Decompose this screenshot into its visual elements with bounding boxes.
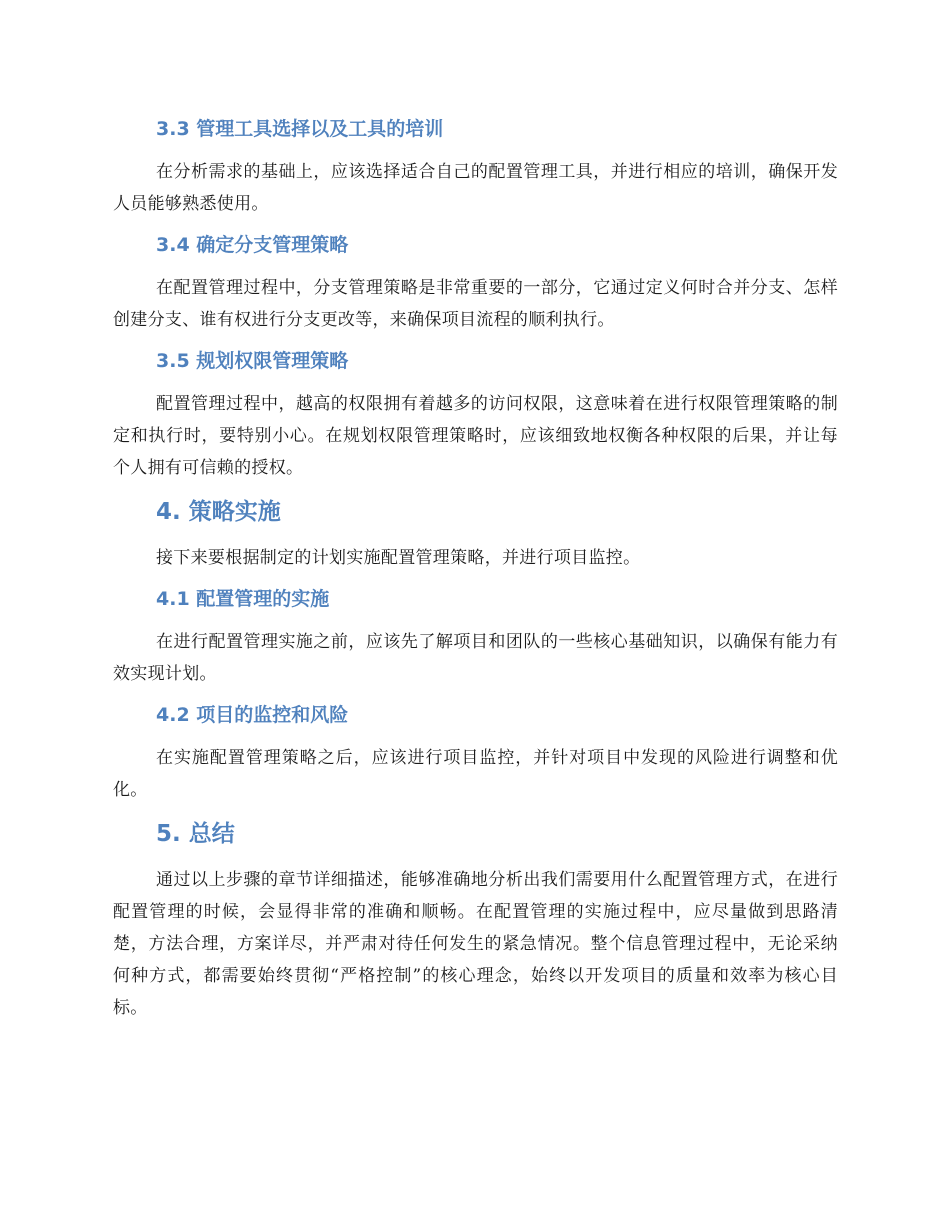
heading-3-3: 3.3 管理工具选择以及工具的培训: [156, 118, 444, 140]
paragraph-4-1: 在进行配置管理实施之前，应该先了解项目和团队的一些核心基础知识，以确保有能力有效实现计划。: [113, 632, 838, 684]
paragraph-4-2: 在实施配置管理策略之后，应该进行项目监控，并针对项目中发现的风险进行调整和优化。: [113, 748, 838, 800]
paragraph-4: 接下来要根据制定的计划实施配置管理策略，并进行项目监控。: [156, 548, 641, 568]
heading-3-4: 3.4 确定分支管理策略: [156, 234, 349, 256]
heading-4: 4. 策略实施: [156, 499, 281, 525]
paragraph-3-5: 配置管理过程中，越高的权限拥有着越多的访问权限，这意味着在进行权限管理策略的制定和执行时，要特别小心。在规划权限管理策略时，应该细致地权衡各种权限的后果，并让每个人拥有可信赖的授权。: [113, 394, 838, 478]
paragraph-3-4: 在配置管理过程中，分支管理策略是非常重要的一部分，它通过定义何时合并分支、怎样创建分支、谁有权进行分支更改等，来确保项目流程的顺利执行。: [113, 278, 838, 330]
heading-5: 5. 总结: [156, 821, 235, 847]
heading-4-2: 4.2 项目的监控和风险: [156, 704, 349, 726]
paragraph-5: 通过以上步骤的章节详细描述，能够准确地分析出我们需要用什么配置管理方式，在进行配置管理的时候，会显得非常的准确和顺畅。在配置管理的实施过程中，应尽量做到思路清楚，方法合理，方案详尽，并严肃对待任何发生的紧急情况。整个信息管理过程中，无论采纳何种方式，都需要始终贯彻“严格控制”的核心理念，始终以开发项目的质量和效率为核心目标。: [113, 870, 838, 1018]
paragraph-3-3: 在分析需求的基础上，应该选择适合自己的配置管理工具，并进行相应的培训，确保开发人员能够熟悉使用。: [113, 162, 838, 214]
heading-3-5: 3.5 规划权限管理策略: [156, 350, 349, 372]
heading-4-1: 4.1 配置管理的实施: [156, 588, 330, 610]
